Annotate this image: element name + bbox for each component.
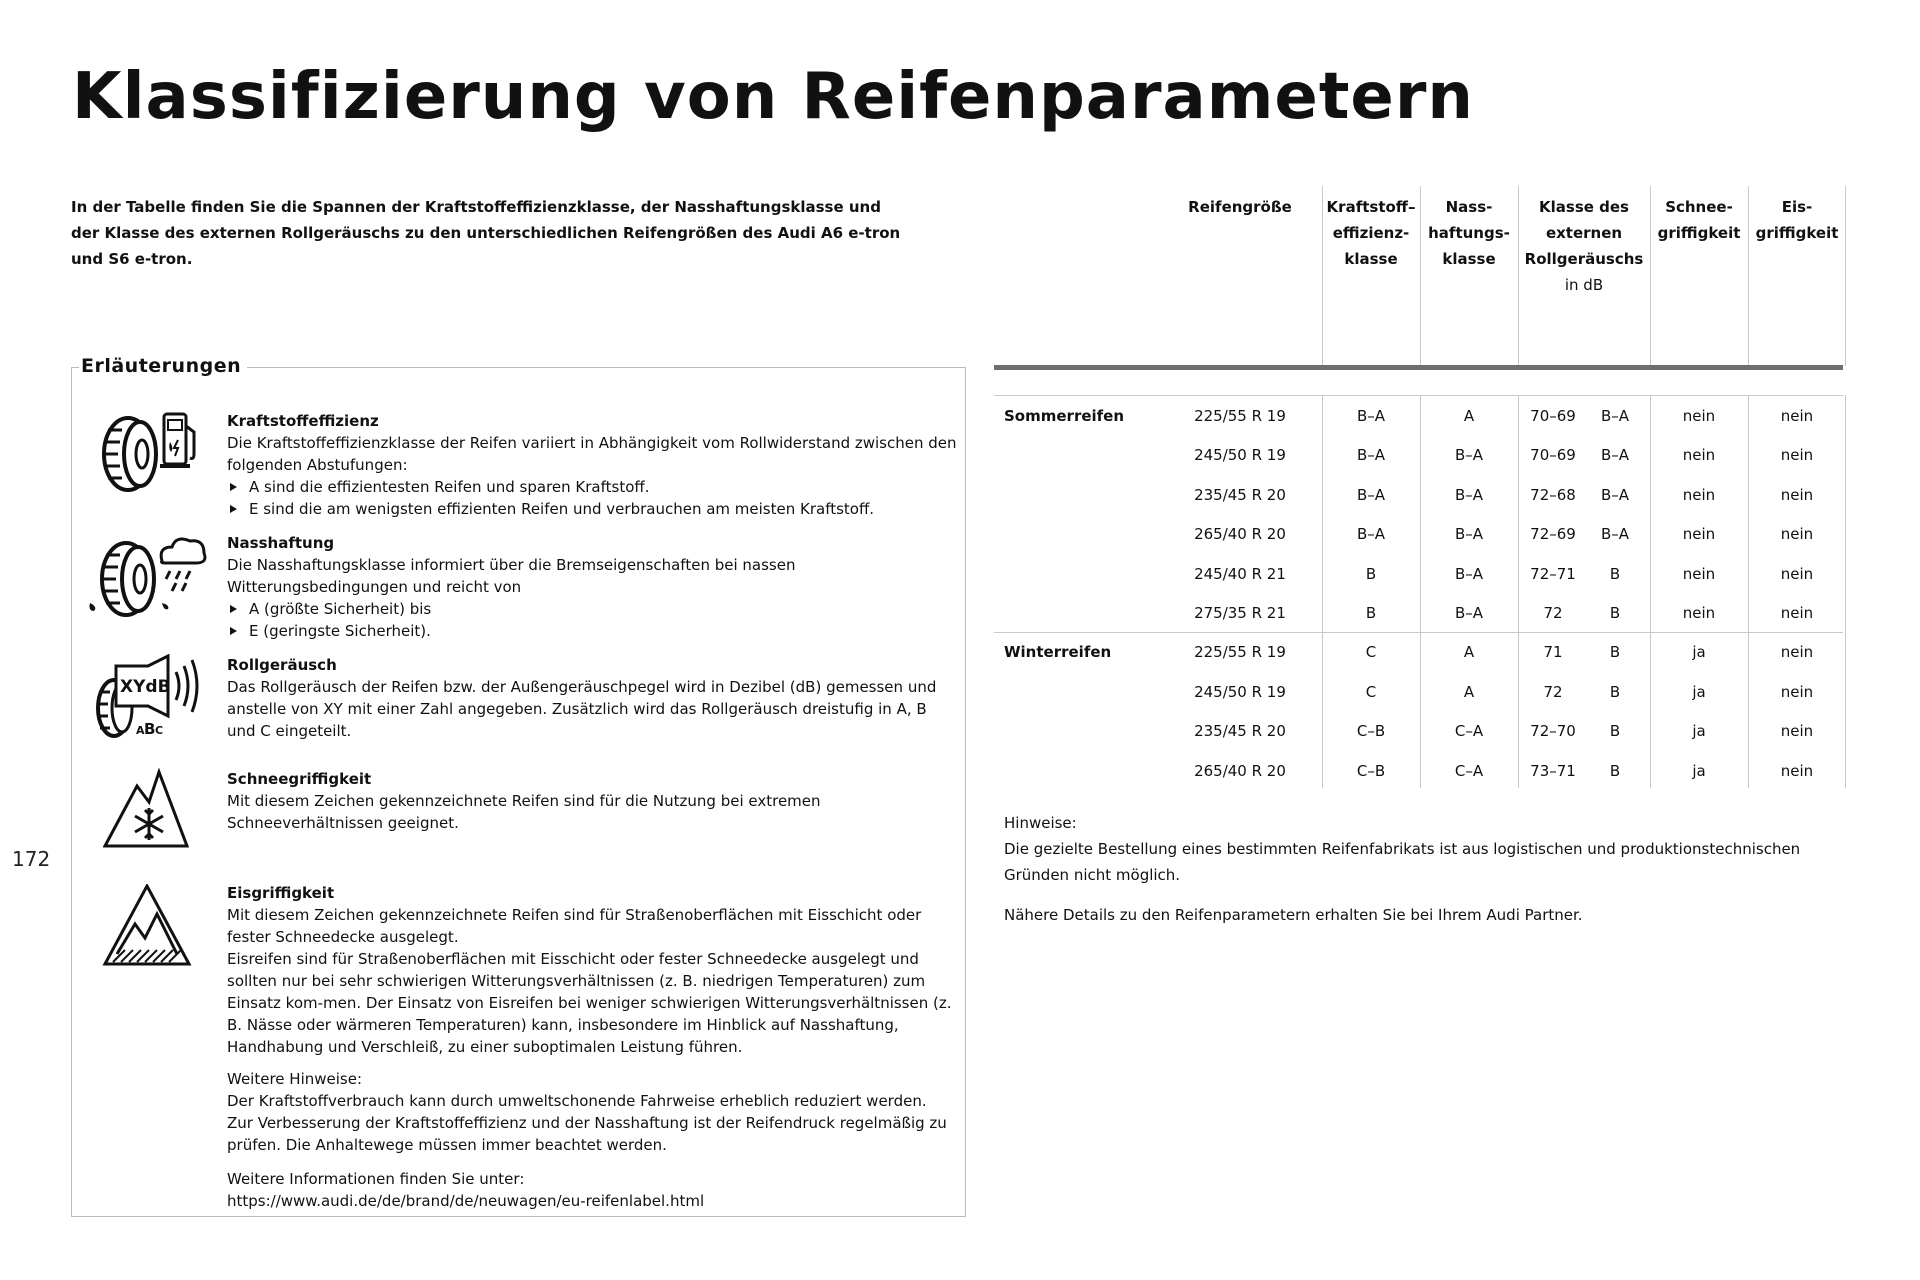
table-cell-noise-class: B–A — [1600, 407, 1630, 425]
table-cell-ice: nein — [1780, 407, 1814, 425]
table-cell-fuel: B–A — [1356, 446, 1386, 465]
notes-section — [1004, 810, 1844, 928]
group-label: Sommerreifen — [1004, 407, 1125, 425]
table-cell-wet: A — [1463, 682, 1475, 701]
table-cell-noise-class: B–A — [1600, 525, 1630, 544]
table-cell-fuel: B — [1365, 564, 1377, 583]
table-cell-db: 72–68 — [1530, 485, 1576, 504]
table-cell-fuel: C — [1365, 682, 1377, 701]
fuel-bullet: A sind die effizientesten Reifen und sparen Kraftstoff. — [227, 476, 957, 498]
table-cell-snow: nein — [1682, 564, 1716, 583]
table-cell-snow: ja — [1692, 722, 1706, 741]
table-cell-db: 72–70 — [1530, 722, 1576, 741]
notes-text-1: Die gezielte Bestellung eines bestimmten Reifenfabrikats ist aus logistischen und produktionstechnischen Gründen nicht möglich. — [1004, 840, 1801, 884]
table-cell-snow: ja — [1692, 643, 1706, 662]
body-divider — [1518, 395, 1519, 788]
wet-text: Die Nasshaftungsklasse informiert über die Bremseigenschaften bei nassen Witterungsbedingungen und reicht von — [227, 556, 796, 596]
table-cell-db: 70–69 — [1530, 446, 1576, 465]
table-cell-db: 72 — [1543, 604, 1563, 622]
table-cell-noise-class: B — [1609, 761, 1621, 780]
noise-class-c: C — [155, 724, 164, 737]
header-divider — [1650, 186, 1651, 366]
table-cell-ice: nein — [1780, 564, 1814, 583]
table-cell-wet: C–A — [1454, 761, 1484, 780]
table-cell-db: 72–69 — [1530, 525, 1576, 544]
table-cell-ice: nein — [1780, 682, 1814, 701]
noise-class-a: A — [136, 724, 145, 737]
legend-further-notes — [227, 1068, 957, 1156]
table-cell-wet: C–A — [1454, 722, 1484, 741]
table-cell-db: 71 — [1543, 643, 1563, 662]
col-header-noise: Klasse des externen Rollgeräuschs in dB — [1518, 194, 1650, 298]
table-cell-size: 225/55 R 19 — [1194, 643, 1286, 662]
noise-heading: Rollgeräusch — [227, 656, 337, 674]
tire-rain-icon — [86, 533, 208, 619]
table-cell-noise-class: B — [1609, 564, 1621, 583]
page-number: 172 — [12, 847, 51, 871]
legend-entry-fuel — [227, 410, 957, 520]
table-cell-wet: B–A — [1454, 564, 1484, 583]
legend-entry-noise — [227, 654, 957, 742]
col-header-ice: Eis- griffigkeit — [1755, 198, 1839, 242]
info-heading: Weitere Informationen finden Sie unter: — [227, 1170, 525, 1188]
tire-noise-icon — [92, 654, 204, 740]
table-cell-noise-class: B — [1609, 643, 1621, 662]
table-cell-wet: B–A — [1454, 525, 1484, 544]
table-cell-size: 235/45 R 20 — [1194, 485, 1286, 504]
col-header-wet: Nass- haftungs- klasse — [1428, 198, 1510, 268]
ice-mountain-icon — [101, 884, 193, 966]
legend-entry-snow — [227, 768, 957, 834]
table-cell-ice: nein — [1780, 643, 1814, 662]
table-cell-ice: nein — [1780, 485, 1814, 504]
table-cell-fuel: C–B — [1356, 761, 1386, 780]
table-cell-size: 245/50 R 19 — [1194, 446, 1286, 465]
wet-bullet: E (geringste Sicherheit). — [227, 620, 957, 642]
wet-bullet: A (größte Sicherheit) bis — [227, 598, 957, 620]
further-heading: Weitere Hinweise: — [227, 1070, 363, 1088]
table-cell-size: 225/55 R 19 — [1194, 407, 1286, 425]
table-cell-size: 265/40 R 20 — [1194, 761, 1286, 780]
header-divider — [1518, 186, 1519, 366]
table-cell-noise-class: B — [1609, 722, 1621, 741]
table-cell-fuel: C — [1365, 643, 1377, 662]
table-cell-snow: nein — [1682, 525, 1716, 544]
table-cell-snow: nein — [1682, 446, 1716, 465]
table-cell-size: 245/40 R 21 — [1194, 564, 1286, 583]
legend-info — [227, 1168, 957, 1212]
tire-fuel-icon — [96, 408, 202, 492]
table-top-line — [994, 395, 1843, 396]
snow-heading: Schneegriffigkeit — [227, 770, 372, 788]
snow-text: Mit diesem Zeichen gekennzeichnete Reifen sind für die Nutzung bei extremen Schneeverhältnissen geeignet. — [227, 792, 821, 832]
table-cell-wet: A — [1463, 407, 1475, 425]
table-cell-ice: nein — [1780, 722, 1814, 741]
table-cell-size: 265/40 R 20 — [1194, 525, 1286, 544]
notes-text-2: Nähere Details zu den Reifenparametern erhalten Sie bei Ihrem Audi Partner. — [1004, 906, 1583, 924]
legend-title: Erläuterungen — [79, 355, 247, 377]
col-header-snow: Schnee- griffigkeit — [1657, 198, 1741, 242]
noise-unit: in dB — [1564, 276, 1604, 294]
table-cell-size: 235/45 R 20 — [1194, 722, 1286, 741]
legend-entry-wet — [227, 532, 957, 642]
info-url[interactable]: https://www.audi.de/de/brand/de/neuwagen/eu-reifenlabel.html — [227, 1192, 705, 1210]
table-cell-db: 72 — [1543, 682, 1563, 701]
table-cell-noise-class: B–A — [1600, 485, 1630, 504]
col-header-fuel: Kraftstoff– effizienz- klasse — [1326, 198, 1416, 268]
group-separator — [994, 632, 1843, 633]
ice-heading: Eisgriffigkeit — [227, 884, 335, 902]
table-cell-db: 70–69 — [1530, 407, 1576, 425]
table-cell-fuel: B–A — [1356, 525, 1386, 544]
fuel-heading: Kraftstoffeffizienz — [227, 412, 379, 430]
table-cell-ice: nein — [1780, 446, 1814, 465]
fuel-bullet: E sind die am wenigsten effizienten Reifen und verbrauchen am meisten Kraftstoff. — [227, 498, 957, 520]
table-cell-db: 73–71 — [1530, 761, 1576, 780]
group-label: Winterreifen — [1004, 643, 1112, 662]
table-cell-ice: nein — [1780, 604, 1814, 622]
table-cell-ice: nein — [1780, 525, 1814, 544]
table-cell-wet: A — [1463, 643, 1475, 662]
wet-heading: Nasshaftung — [227, 534, 335, 552]
further-text: Der Kraftstoffverbrauch kann durch umweltschonende Fahrweise erheblich reduziert werden. Zur Verbesserung der Kraftstoffeffizienz und der Nasshaftung ist der Reifendruck regelmäßig zu prüfen. Die Anhaltewege müssen immer beachtet werden. — [227, 1092, 947, 1154]
table-cell-snow: ja — [1692, 682, 1706, 701]
table-cell-noise-class: B — [1609, 604, 1621, 622]
header-rule — [994, 365, 1843, 370]
table-cell-fuel: B — [1365, 604, 1377, 622]
table-cell-fuel: C–B — [1356, 722, 1386, 741]
legend-entry-ice — [227, 882, 957, 1058]
table-cell-size: 245/50 R 19 — [1194, 682, 1286, 701]
header-divider — [1322, 186, 1323, 366]
table-cell-wet: B–A — [1454, 485, 1484, 504]
table-cell-noise-class: B — [1609, 682, 1621, 701]
intro-text: In der Tabelle finden Sie die Spannen der Kraftstoffeffizienzklasse, der Nasshaftungsklasse und der Klasse des externen Rollgeräuschs zu den unterschiedlichen Reifengrößen des Audi A6 e-tron und S6 e-tron. — [71, 198, 901, 268]
table-cell-fuel: B–A — [1356, 407, 1386, 425]
table-cell-fuel: B–A — [1356, 485, 1386, 504]
ice-text-2: Eisreifen sind für Straßenoberflächen mit Eisschicht oder fester Schneedecke ausgelegt und sollten nur bei sehr schwierigen Witterungsverhältnissen (z. B. niedrigen Temperaturen) zum Einsatz kom-men. Der Einsatz von Eisreifen bei weniger schwierigen Witterungsverhältnissen (z. B. Nässe oder wärmeren Temperaturen) kann, insbesondere im Hinblick auf Nasshaftung, Handhabung und Verschleiß, zu einer suboptimalen Leistung führen. — [227, 950, 952, 1056]
table-cell-noise-class: B–A — [1600, 446, 1630, 465]
table-cell-size: 275/35 R 21 — [1194, 604, 1286, 622]
noise-class-b: B — [144, 720, 156, 738]
header-divider — [1420, 186, 1421, 366]
fuel-text: Die Kraftstoffeffizienzklasse der Reifen variiert in Abhängigkeit vom Rollwiderstand zwischen den folgenden Abstufungen: — [227, 434, 957, 474]
snowflake-mountain-icon — [103, 768, 189, 848]
notes-heading: Hinweise: — [1004, 814, 1077, 832]
header-divider — [1845, 186, 1846, 366]
table-cell-snow: nein — [1682, 604, 1716, 622]
table-cell-snow: nein — [1682, 407, 1716, 425]
table-cell-db: 72–71 — [1530, 564, 1576, 583]
noise-text: Das Rollgeräusch der Reifen bzw. der Außengeräuschpegel wird in Dezibel (dB) gemessen und anstelle von XY mit einer Zahl angegeben. Zusätzlich wird das Rollgeräusch dreistufig in A, B und C eingeteilt. — [227, 678, 937, 740]
table-cell-snow: nein — [1682, 485, 1716, 504]
table-cell-wet: B–A — [1454, 446, 1484, 465]
table-cell-ice: nein — [1780, 761, 1814, 780]
table-cell-wet: B–A — [1454, 604, 1484, 622]
table-cell-snow: ja — [1692, 761, 1706, 780]
col-header-size: Reifengröße — [1188, 198, 1292, 216]
ice-text-1: Mit diesem Zeichen gekennzeichnete Reifen sind für Straßenoberflächen mit Eisschicht oder fester Schneedecke ausgelegt. — [227, 906, 922, 946]
header-divider — [1748, 186, 1749, 366]
noise-icon-label: XYdB — [120, 677, 171, 697]
page-title: Klassifizierung von Reifenparametern — [72, 60, 1474, 134]
